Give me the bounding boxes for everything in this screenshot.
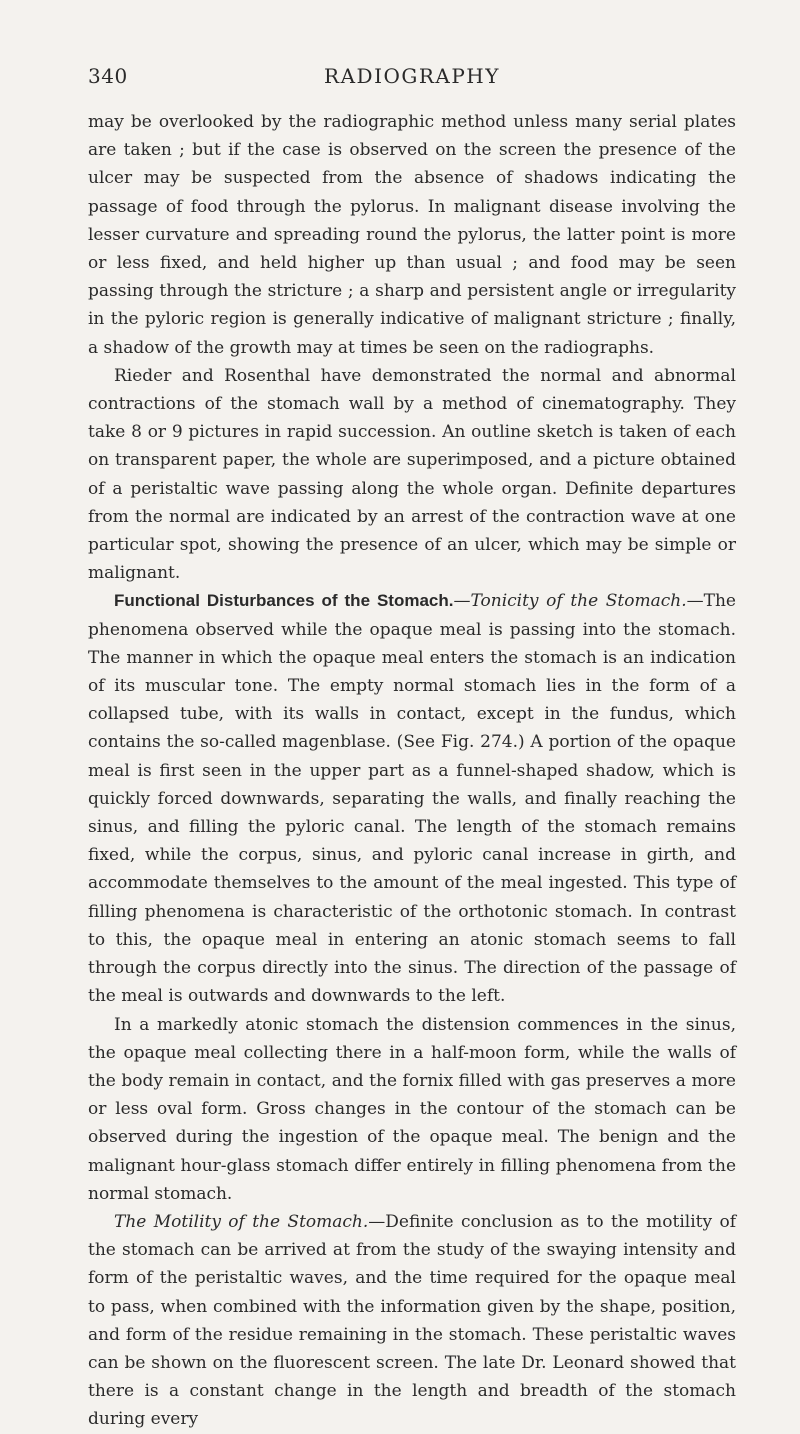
paragraph-5 xyxy=(88,1208,736,1434)
section-heading-functional-disturbances: Functional Disturbances of the Stomach. xyxy=(114,591,454,611)
paragraph-2: Rieder and Rosenthal have demonstrated the normal and abnormal contractions of the stomach wall by a method of cinematography. They take 8 or 9 pictures in rapid succession. An outline sketch is taken of each on transparent paper, the whole are superimposed, and a picture obtained of a peristaltic wave passing along the whole organ. Definite departures from the normal are indicated by an arrest of the contraction wave at one particular spot, showing the presence of an ulcer, which may be simple or malignant. xyxy=(88,365,736,584)
running-title: RADIOGRAPHY xyxy=(324,64,500,88)
paragraph-1: may be overlooked by the radiographic method unless many serial plates are taken ; but if the case is observed on the screen the presence of the ulcer may be suspected from the absence of shadows indicating the passage of food through the pylorus. In malignant disease involving the lesser curvature and spreading round the pylorus, the latter point is more or less fixed, and held higher up than usual ; and food may be seen passing through the stricture ; a sharp and persistent angle or irregularity in the pyloric region is generally indicative of malignant stricture ; finally, a shadow of the growth may at times be seen on the radiographs. xyxy=(88,112,736,358)
running-header xyxy=(88,64,736,94)
page-number: 340 xyxy=(88,64,128,88)
paragraph-3 xyxy=(88,587,736,1010)
paragraph-5-text: —Definite conclusion as to the motility of the stomach can be arrived at from the study of the swaying intensity and form of the peristaltic waves, and the time required for the opaque meal to pass, when combined with the information given by the shape, position, and form of the residue remaining in the stomach. These peristaltic waves can be shown on the fluorescent screen. The late Dr. Leonard showed that there is a constant change in the length and breadth of the stomach during every xyxy=(88,1211,736,1430)
subheading-motility: The Motility of the Stomach. xyxy=(114,1211,369,1232)
paragraph-4: In a markedly atonic stomach the distension commences in the sinus, the opaque meal collecting there in a half-moon form, while the walls of the body remain in contact, and the fornix filled with gas preserves a more or less oval form. Gross changes in the contour of the stomach can be observed during the ingestion of the opaque meal. The benign and the malignant hour-glass stomach differ entirely in filling phenomena from the normal stomach. xyxy=(88,1014,736,1204)
paragraph-3-text: —The phenomena observed while the opaque meal is passing into the stomach. The manner in which the opaque meal enters the stomach is an indication of its muscular tone. The empty normal stomach lies in the form of a collapsed tube, with its walls in contact, except in the fundus, which contains the so-called magenblase. (See Fig. 274.) A portion of the opaque meal is first seen in the upper part as a funnel-shaped shadow, which is quickly forced downwards, separating the walls, and finally reaching the sinus, and filling the pyloric canal. The length of the stomach remains fixed, while the corpus, sinus, and pyloric canal increase in girth, and accommodate themselves to the amount of the meal ingested. This type of filling phenomena is characteristic of the orthotonic stomach. In contrast to this, the opaque meal in entering an atonic stomach seems to fall through the corpus directly into the sinus. The direction of the passage of the meal is outwards and downwards to the left. xyxy=(88,591,736,1007)
body-text xyxy=(88,108,736,1434)
subheading-tonicity: —Tonicity of the Stomach. xyxy=(453,591,687,612)
